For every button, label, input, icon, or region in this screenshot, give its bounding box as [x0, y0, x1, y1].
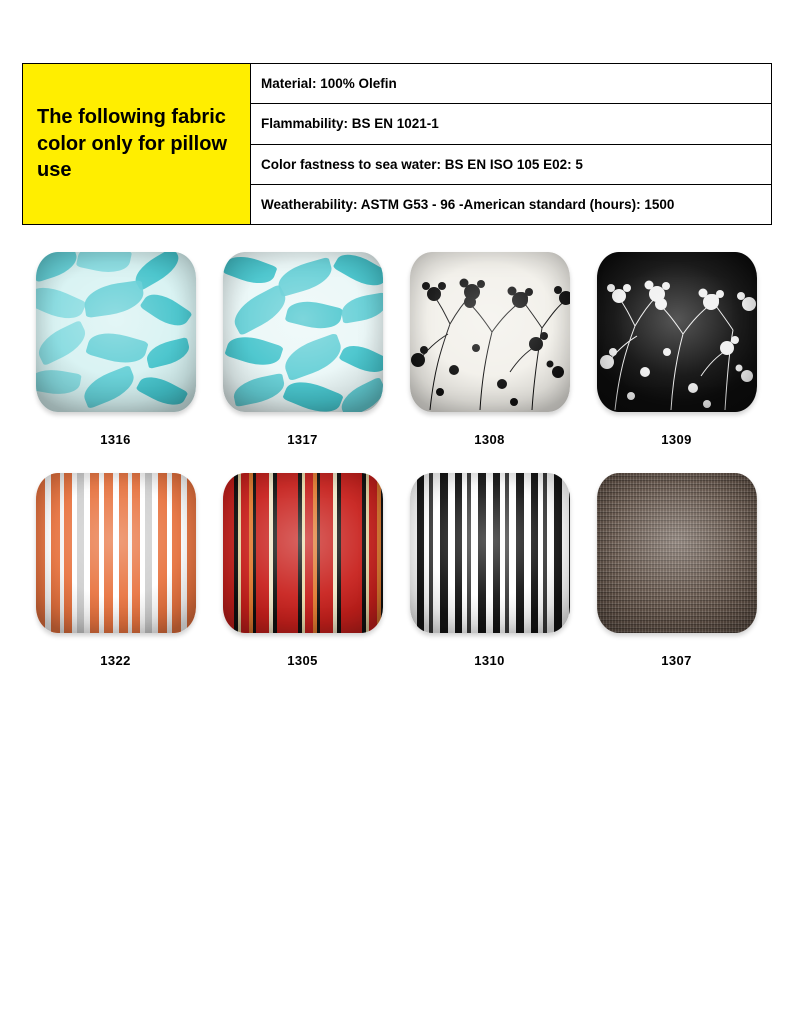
pillow-code-label: 1309 [661, 432, 692, 447]
specification-header [22, 63, 772, 225]
spec-list [251, 64, 771, 224]
pillow-swatch-1307[interactable] [583, 469, 770, 668]
pillow-image-1307 [593, 469, 761, 637]
pillow-swatch-1317[interactable] [209, 248, 396, 447]
pillow-row [22, 248, 772, 447]
pillow-use-callout [23, 64, 251, 224]
pillow-swatch-1308[interactable] [396, 248, 583, 447]
pillow-code-label: 1307 [661, 653, 692, 668]
pillow-image-1316 [32, 248, 200, 416]
spec-row-material: Material: 100% Olefin [251, 64, 771, 104]
pillow-swatch-grid [22, 248, 772, 690]
pillow-swatch-1305[interactable] [209, 469, 396, 668]
pillow-swatch-1310[interactable] [396, 469, 583, 668]
pillow-image-1305 [219, 469, 387, 637]
pillow-swatch-1322[interactable] [22, 469, 209, 668]
pillow-code-label: 1317 [287, 432, 318, 447]
pillow-code-label: 1305 [287, 653, 318, 668]
pillow-swatch-1309[interactable] [583, 248, 770, 447]
pillow-code-label: 1316 [100, 432, 131, 447]
pillow-swatch-1316[interactable] [22, 248, 209, 447]
callout-text: The following fabric color only for pillow use [37, 106, 227, 182]
pillow-image-1317 [219, 248, 387, 416]
pillow-row [22, 469, 772, 668]
pillow-image-1310 [406, 469, 574, 637]
pillow-code-label: 1310 [474, 653, 505, 668]
spec-row-weatherability: Weatherability: ASTM G53 - 96 -American standard (hours): 1500 [261, 196, 675, 212]
spec-row-flammability: Flammability: BS EN 1021-1 [251, 104, 771, 144]
spec-row-color-fastness: Color fastness to sea water: BS EN ISO 105 E02: 5 [251, 145, 771, 185]
pillow-image-1308 [406, 248, 574, 416]
pillow-image-1322 [32, 469, 200, 637]
pillow-code-label: 1308 [474, 432, 505, 447]
pillow-image-1309 [593, 248, 761, 416]
pillow-code-label: 1322 [100, 653, 131, 668]
